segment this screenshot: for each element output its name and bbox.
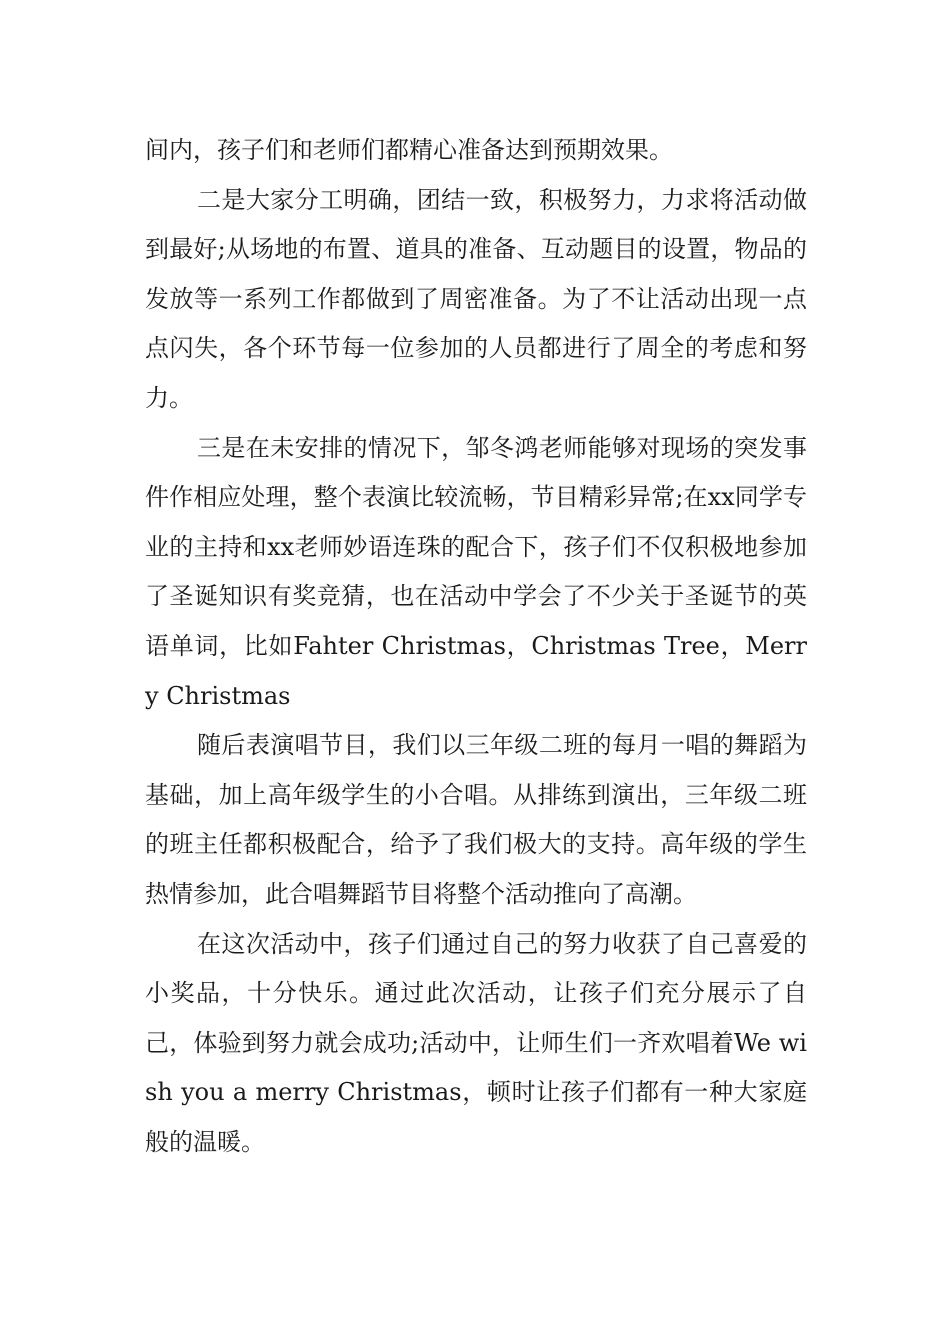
document-body [145,126,807,1167]
paragraph-1: 间内，孩子们和老师们都精心准备达到预期效果。 [145,136,673,164]
paragraph-3: 三是在未安排的情况下，邹冬鸿老师能够对现场的突发事件作相应处理，整个表演比较流畅，节目精彩异常;在xx同学专业的主持和xx老师妙语连珠的配合下，孩子们不仅积极地参加了圣诞知识有奖竞猜，也在活动中学会了不少关于圣诞节的英语单词，比如Fahter Christmas，Christmas Tree，Merry Christmas [145,433,807,710]
paragraph-2: 二是大家分工明确，团结一致，积极努力，力求将活动做到最好;从场地的布置、道具的准备、互动题目的设置，物品的发放等一系列工作都做到了周密准备。为了不让活动出现一点点闪失，各个环节每一位参加的人员都进行了周全的考虑和努力。 [145,185,807,412]
paragraph-5: 在这次活动中，孩子们通过自己的努力收获了自己喜爱的小奖品，十分快乐。通过此次活动，让孩子们充分展示了自己，体验到努力就会成功;活动中，让师生们一齐欢唱着We wish you a merry Christmas，顿时让孩子们都有一种大家庭般的温暖。 [145,929,807,1156]
paragraph-4: 随后表演唱节目，我们以三年级二班的每月一唱的舞蹈为基础，加上高年级学生的小合唱。从排练到演出，三年级二班的班主任都积极配合，给予了我们极大的支持。高年级的学生热情参加，此合唱舞蹈节目将整个活动推向了高潮。 [145,731,807,908]
